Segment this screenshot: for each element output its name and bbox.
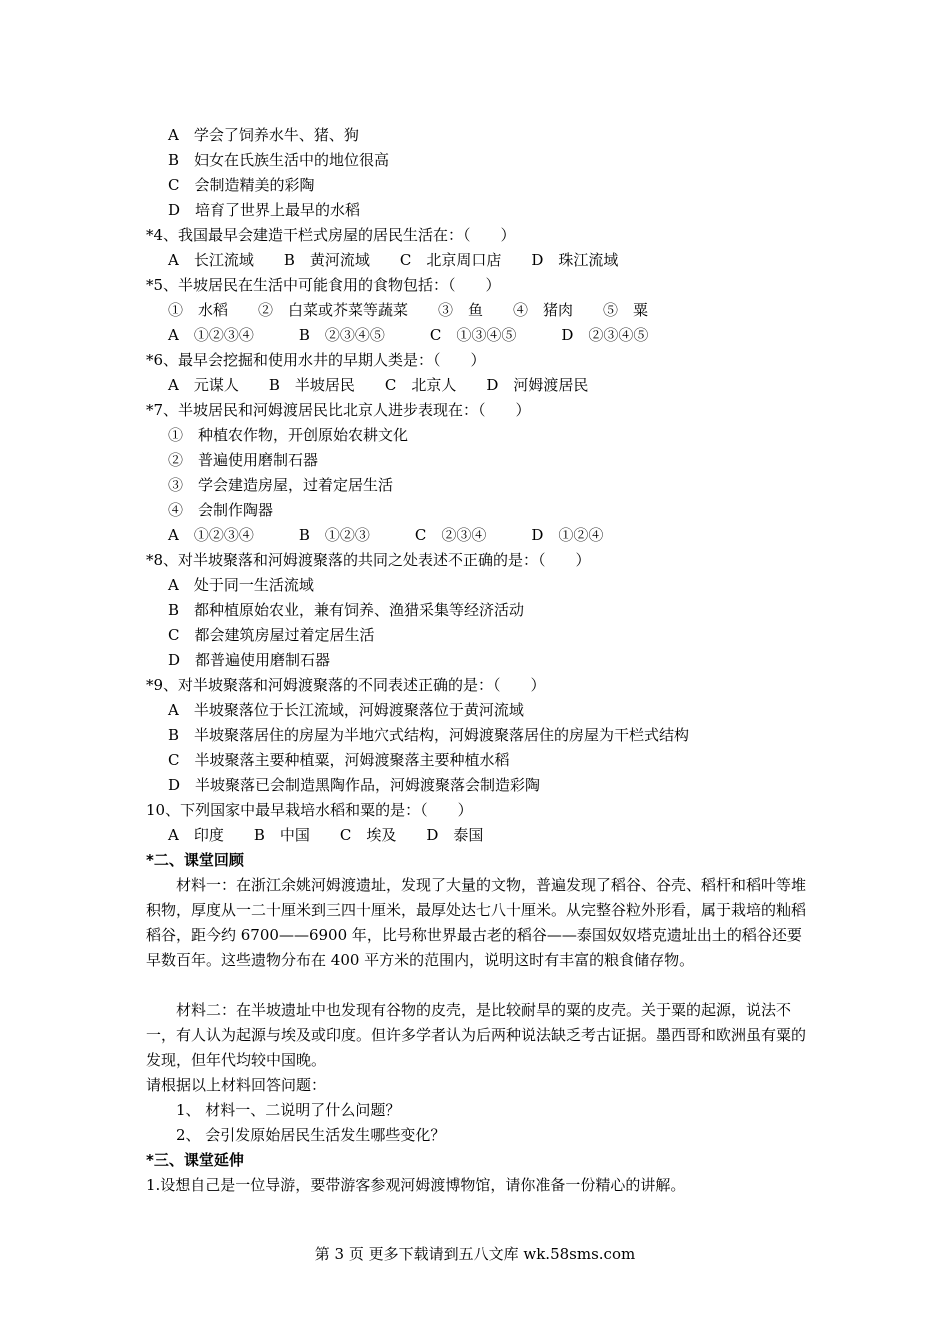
q3-option-c: C 会制造精美的彩陶 (168, 176, 315, 194)
q4-stem: *4、我国最早会建造干栏式房屋的居民生活在：（ ） (146, 226, 516, 244)
q3-option-a: A 学会了饲养水牛、猪、狗 (168, 126, 359, 144)
q4-options: A 长江流域 B 黄河流域 C 北京周口店 D 珠江流域 (168, 251, 619, 269)
section-3-title: *三、课堂延伸 (146, 1151, 244, 1169)
q9-option-d: D 半坡聚落已会制造黑陶作品，河姆渡聚落会制造彩陶 (168, 776, 541, 794)
q7-options: A ①②③④ B ①②③ C ②③④ D ①②④ (168, 526, 604, 544)
section-2-title: *二、课堂回顾 (146, 851, 244, 869)
q8-option-c: C 都会建筑房屋过着定居生活 (168, 626, 375, 644)
review-question-1: 1、 材料一、二说明了什么问题？ (176, 1101, 401, 1119)
q3-option-d: D 培育了世界上最早的水稻 (168, 201, 361, 219)
question-prompt: 请根据以上材料回答问题： (146, 1076, 327, 1094)
material-1: 材料一：在浙江余姚河姆渡遗址，发现了大量的文物，普遍发现了稻谷、谷壳、稻杆和稻叶等堆积物，厚度从一二十厘米到三四十厘米，最厚处达七八十厘米。从完整谷粒外形看，属于栽培的籼稻稻谷，距今约 6700——6900 年，比号称世界最古老的稻谷——泰国奴奴塔克遗址出土的稻谷还要早数百年。这些遗物分布在 400 平方米的范围内，说明这时有丰富的粮食储存物。 (146, 876, 807, 969)
q6-stem: *6、最早会挖掘和使用水井的早期人类是：（ ） (146, 351, 486, 369)
q8-stem: *8、对半坡聚落和河姆渡聚落的共同之处表述不正确的是：（ ） (146, 551, 591, 569)
q8-option-d: D 都普遍使用磨制石器 (168, 651, 331, 669)
q5-items: ① 水稻 ② 白菜或芥菜等蔬菜 ③ 鱼 ④ 猪肉 ⑤ 粟 (168, 301, 649, 319)
q10-stem: 10、下列国家中最早栽培水稻和粟的是：（ ） (146, 801, 473, 819)
q8-option-a: A 处于同一生活流域 (168, 576, 314, 594)
q5-stem: *5、半坡居民在生活中可能食用的食物包括：（ ） (146, 276, 501, 294)
q3-option-b: B 妇女在氏族生活中的地位很高 (168, 151, 390, 169)
q9-option-b: B 半坡聚落居住的房屋为半地穴式结构，河姆渡聚落居住的房屋为干栏式结构 (168, 726, 690, 744)
q7-item-3: ③ 学会建造房屋，过着定居生活 (168, 476, 394, 494)
q5-options: A ①②③④ B ②③④⑤ C ①③④⑤ D ②③④⑤ (168, 326, 649, 344)
extension-task: 1.设想自己是一位导游，要带游客参观河姆渡博物馆，请你准备一份精心的讲解。 (146, 1176, 686, 1194)
q6-options: A 元谋人 B 半坡居民 C 北京人 D 河姆渡居民 (168, 376, 589, 394)
q7-item-1: ① 种植农作物，开创原始农耕文化 (168, 426, 409, 444)
q7-item-4: ④ 会制作陶器 (168, 501, 274, 519)
q7-stem: *7、半坡居民和河姆渡居民比北京人进步表现在：（ ） (146, 401, 531, 419)
q9-option-c: C 半坡聚落主要种植粟，河姆渡聚落主要种植水稻 (168, 751, 510, 769)
review-question-2: 2、 会引发原始居民生活发生哪些变化？ (176, 1126, 446, 1144)
q10-options: A 印度 B 中国 C 埃及 D 泰国 (168, 826, 484, 844)
material-2: 材料二：在半坡遗址中也发现有谷物的皮壳，是比较耐旱的粟的皮壳。关于粟的起源，说法不一，有人认为起源与埃及或印度。但许多学者认为后两种说法缺乏考古证据。墨西哥和欧洲虽有粟的发现，但年代均较中国晚。 (146, 1001, 807, 1069)
q9-stem: *9、对半坡聚落和河姆渡聚落的不同表述正确的是：（ ） (146, 676, 546, 694)
q7-item-2: ② 普遍使用磨制石器 (168, 451, 319, 469)
q9-option-a: A 半坡聚落位于长江流域，河姆渡聚落位于黄河流域 (168, 701, 524, 719)
page-footer: 第 3 页 更多下载请到五八文库 wk.58sms.com (314, 1245, 636, 1263)
q8-option-b: B 都种植原始农业，兼有饲养、渔猎采集等经济活动 (168, 601, 525, 619)
